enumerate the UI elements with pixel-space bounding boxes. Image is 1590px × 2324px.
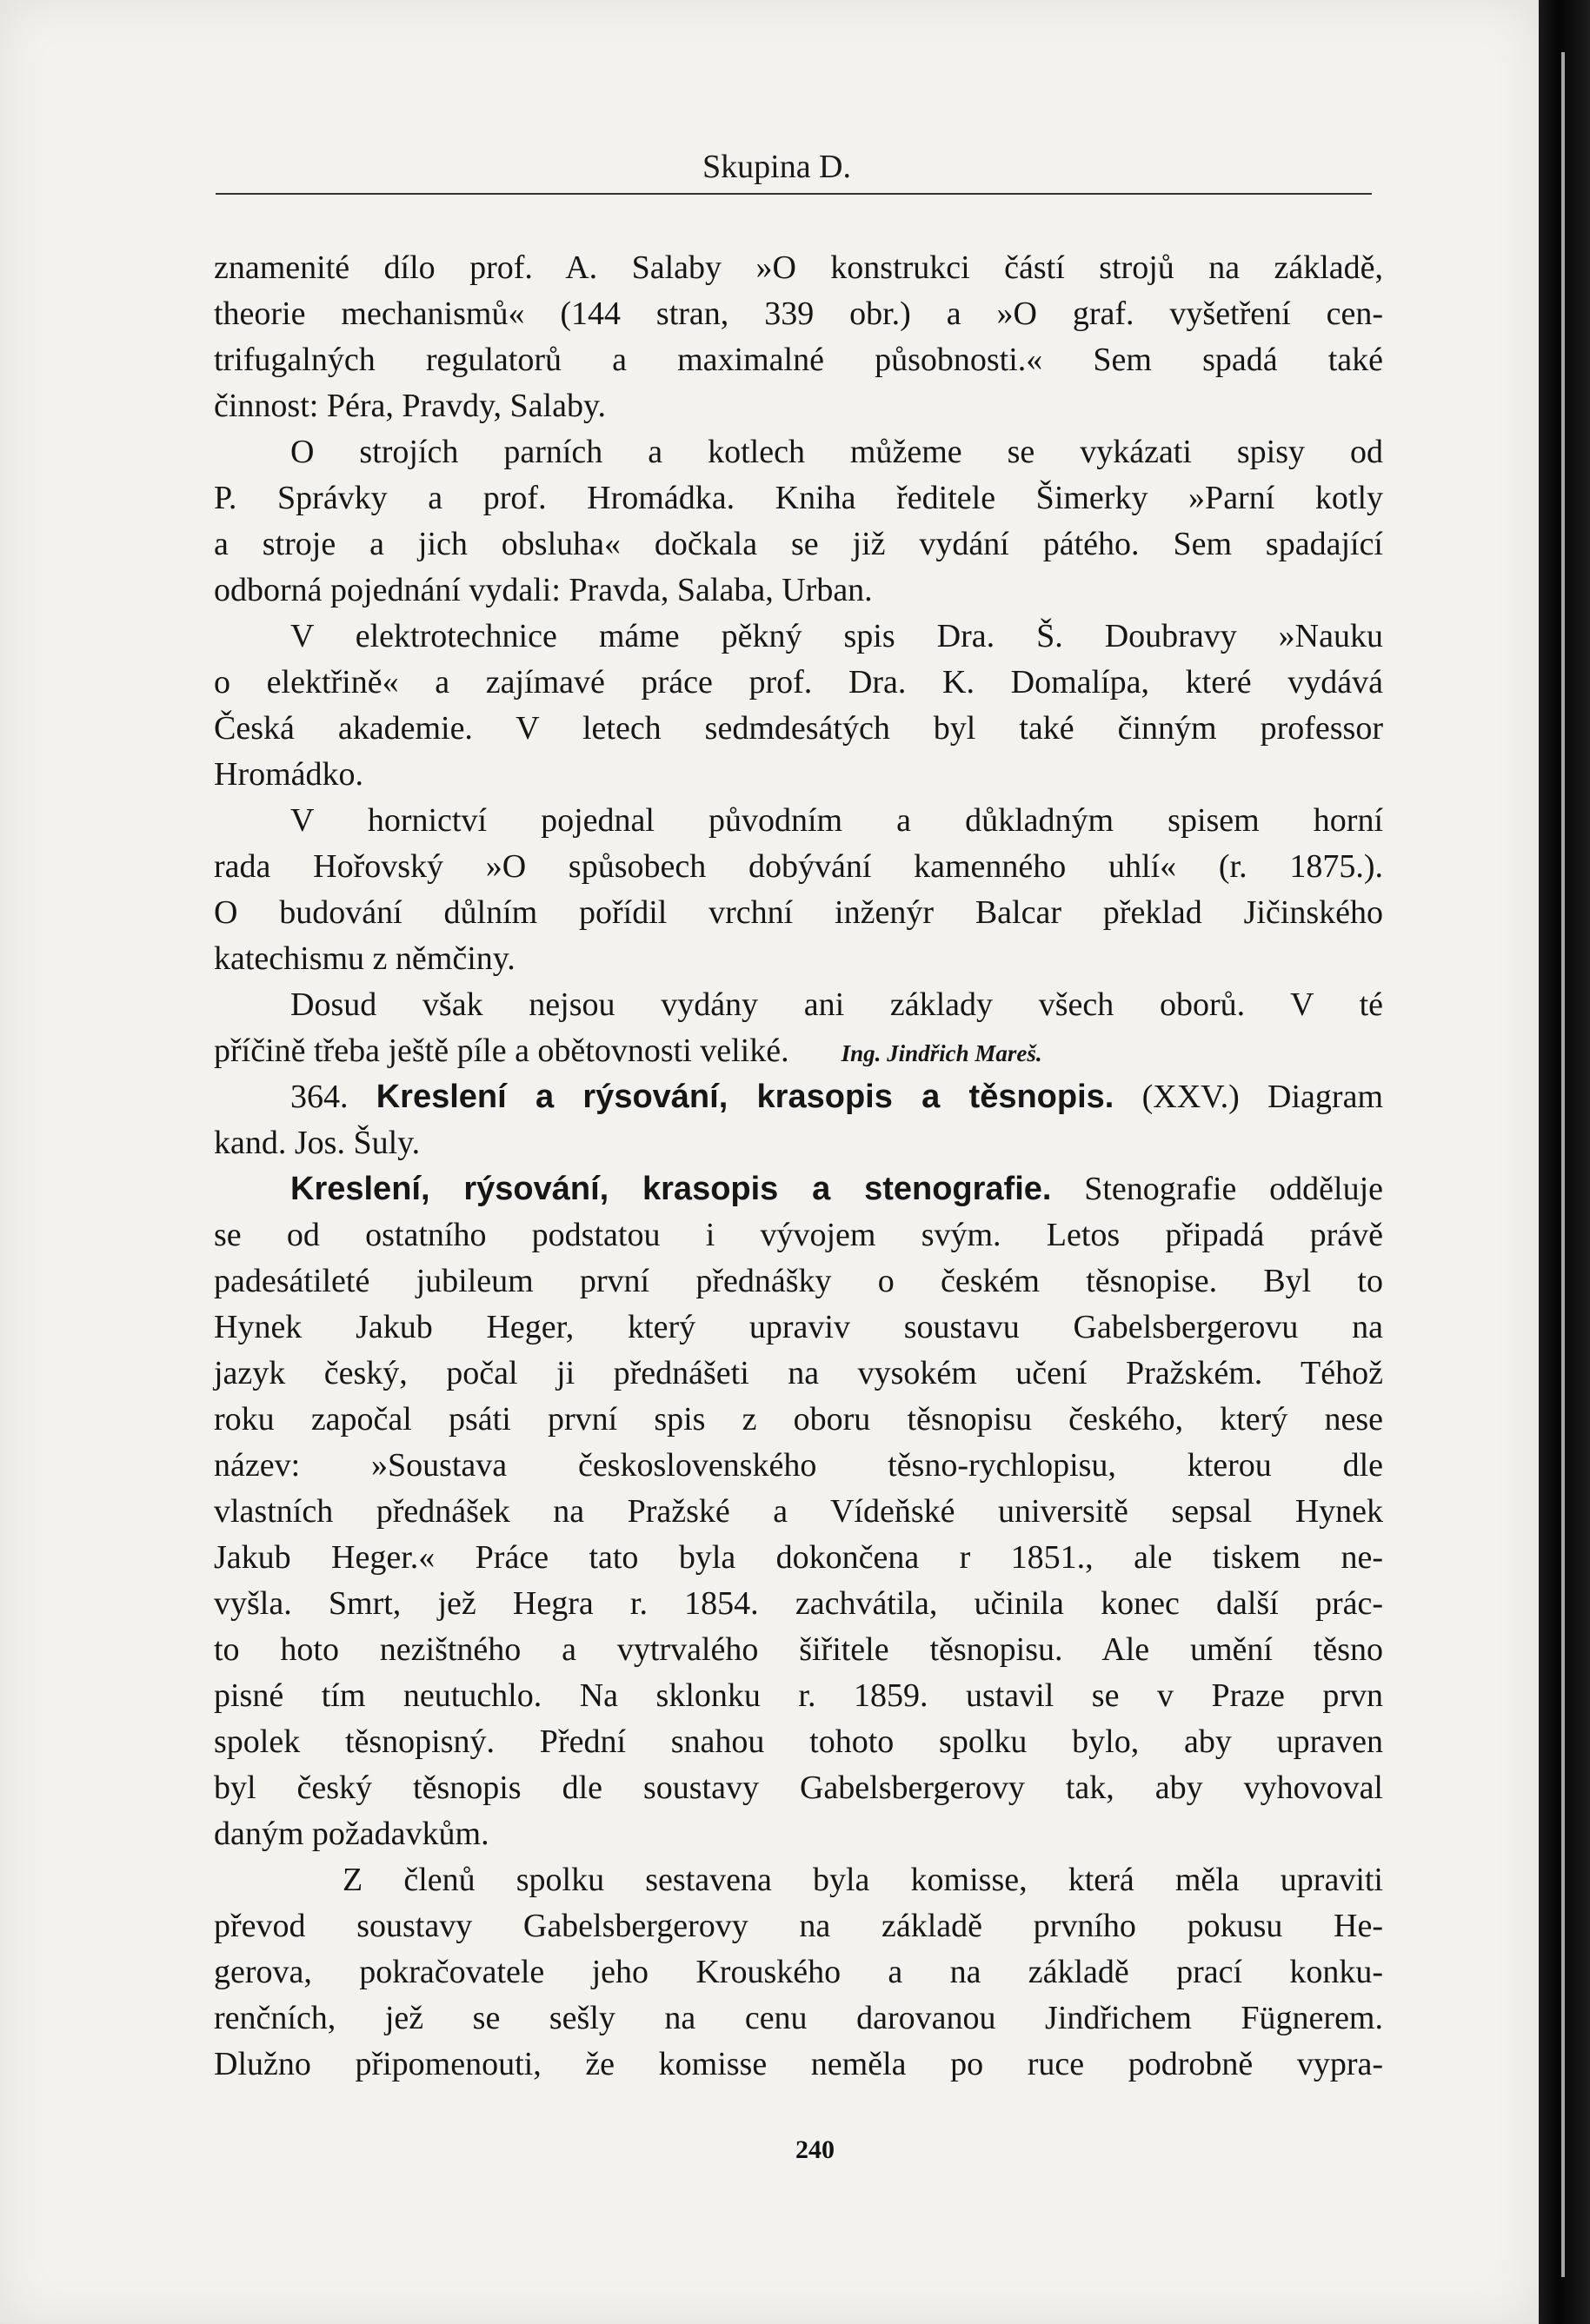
text-line: kand. Jos. Šuly. [214, 1125, 421, 1161]
text-line: činnost: Péra, Pravdy, Salaby. [214, 388, 606, 424]
text-line: Hromádko. [214, 756, 364, 793]
text-line: o elektřině« a zajímavé práce prof. Dra. K. Domalípa, které vydává [214, 664, 1383, 701]
text-line: theorie mechanismů« (144 stran, 339 obr.) a »O graf. vyšetření cen- [214, 295, 1383, 332]
scan-edge [1539, 0, 1590, 2324]
text-line: to hoto nezištného a vytrvalého šiřitele těsnopisu. Ale umění těsno [214, 1631, 1383, 1668]
text-line: V hornictví pojednal původním a důkladným spisem horní [290, 802, 1383, 839]
text-line: Z členů spolku sestavena byla komisse, která měla upraviti [343, 1862, 1383, 1898]
section-ref: (XXV.) Diagram [1141, 1079, 1384, 1115]
text-line: spolek těsnopisný. Přední snahou tohoto spolku bylo, aby upraven [214, 1723, 1383, 1760]
text-line: padesátileté jubileum první přednášky o českém těsnopise. Byl to [214, 1263, 1383, 1299]
text-line: a stroje a jich obsluha« dočkala se již vydání pátého. Sem spadající [214, 526, 1383, 562]
text-line: převod soustavy Gabelsbergerovy na základě prvního pokusu He- [214, 1908, 1383, 1944]
text-line: O strojích parních a kotlech můžeme se vykázati spisy od [290, 434, 1383, 470]
section-heading-line [214, 1074, 1383, 1120]
text-line: název: »Soustava československého těsno-rychlopisu, kterou dle [214, 1447, 1383, 1484]
text-line: daným požadavkům. [214, 1816, 489, 1852]
text-line: Česká akademie. V letech sedmdesátých byl také činným professor [214, 710, 1383, 747]
header-rule [216, 193, 1372, 195]
text-line [214, 1166, 1383, 1212]
section-title: Kreslení a rýsování, krasopis a těsnopis. [376, 1079, 1114, 1115]
author-signature: Ing. Jindřich Mareš. [841, 1040, 1042, 1066]
text-line: vyšla. Smrt, jež Hegra r. 1854. zachvátila, učinila konec další prác- [214, 1585, 1383, 1622]
text-line: pisné tím neutuchlo. Na sklonku r. 1859. ustavil se v Praze prvn [214, 1677, 1383, 1714]
text-line: rada Hořovský »O spůsobech dobývání kamenného uhlí« (r. 1875.). [214, 848, 1383, 885]
text-line: vlastních přednášek na Pražské a Vídeňské universitě sepsal Hynek [214, 1493, 1383, 1530]
text-line: roku započal psáti první spis z oboru těsnopisu českého, který nese [214, 1401, 1383, 1438]
text-line: znamenité dílo prof. A. Salaby »O konstrukci částí strojů na základě, [214, 249, 1383, 286]
text-line: jazyk český, počal ji přednášeti na vysokém učení Pražském. Téhož [214, 1355, 1383, 1391]
page-number: 240 [795, 2135, 835, 2164]
text-line: se od ostatního podstatou i vývojem svým. Letos připadá právě [214, 1217, 1383, 1253]
text-line: byl český těsnopis dle soustavy Gabelsbergerovy tak, aby vyhovoval [214, 1770, 1383, 1806]
text-line: odborná pojednání vydali: Pravda, Salaba, Urban. [214, 572, 873, 608]
text-fragment: příčině třeba ještě píle a obětovnosti veliké. [214, 1033, 789, 1069]
subsection-title: Kreslení, rýsování, krasopis a stenografie. [290, 1171, 1052, 1207]
text-line: trifugalných regulatorů a maximalné působnosti.« Sem spadá také [214, 342, 1383, 378]
text-line: Dosud však nejsou vydány ani základy všech oborů. V té [290, 986, 1383, 1023]
text-line: renčních, jež se sešly na cenu darovanou Jindřichem Fügnerem. [214, 2000, 1383, 2036]
text-line: P. Správky a prof. Hromádka. Kniha ředitele Šimerky »Parní kotly [214, 480, 1383, 516]
adjacent-page-edge [1561, 52, 1565, 2277]
header-title: Skupina D. [702, 149, 851, 185]
text-line: Hynek Jakub Heger, který upraviv soustavu Gabelsbergerovu na [214, 1309, 1383, 1345]
section-number: 364. [290, 1079, 349, 1115]
body-text [214, 245, 1383, 2088]
text-line: O budování důlním pořídil vrchní inženýr Balcar překlad Jičinského [214, 894, 1383, 931]
text-fragment: Stenografie odděluje [1084, 1171, 1383, 1207]
text-line: Dlužno připomenouti, že komisse neměla po ruce podrobně vypra- [214, 2046, 1383, 2082]
text-line: katechismu z němčiny. [214, 940, 516, 977]
text-line: Jakub Heger.« Práce tato byla dokončena r 1851., ale tiskem ne- [214, 1539, 1383, 1576]
text-line: gerova, pokračovatele jeho Krouského a na základě prací konku- [214, 1954, 1383, 1990]
text-line [214, 1028, 1383, 1074]
text-line: V elektrotechnice máme pěkný spis Dra. Š. Doubravy »Nauku [290, 618, 1383, 654]
